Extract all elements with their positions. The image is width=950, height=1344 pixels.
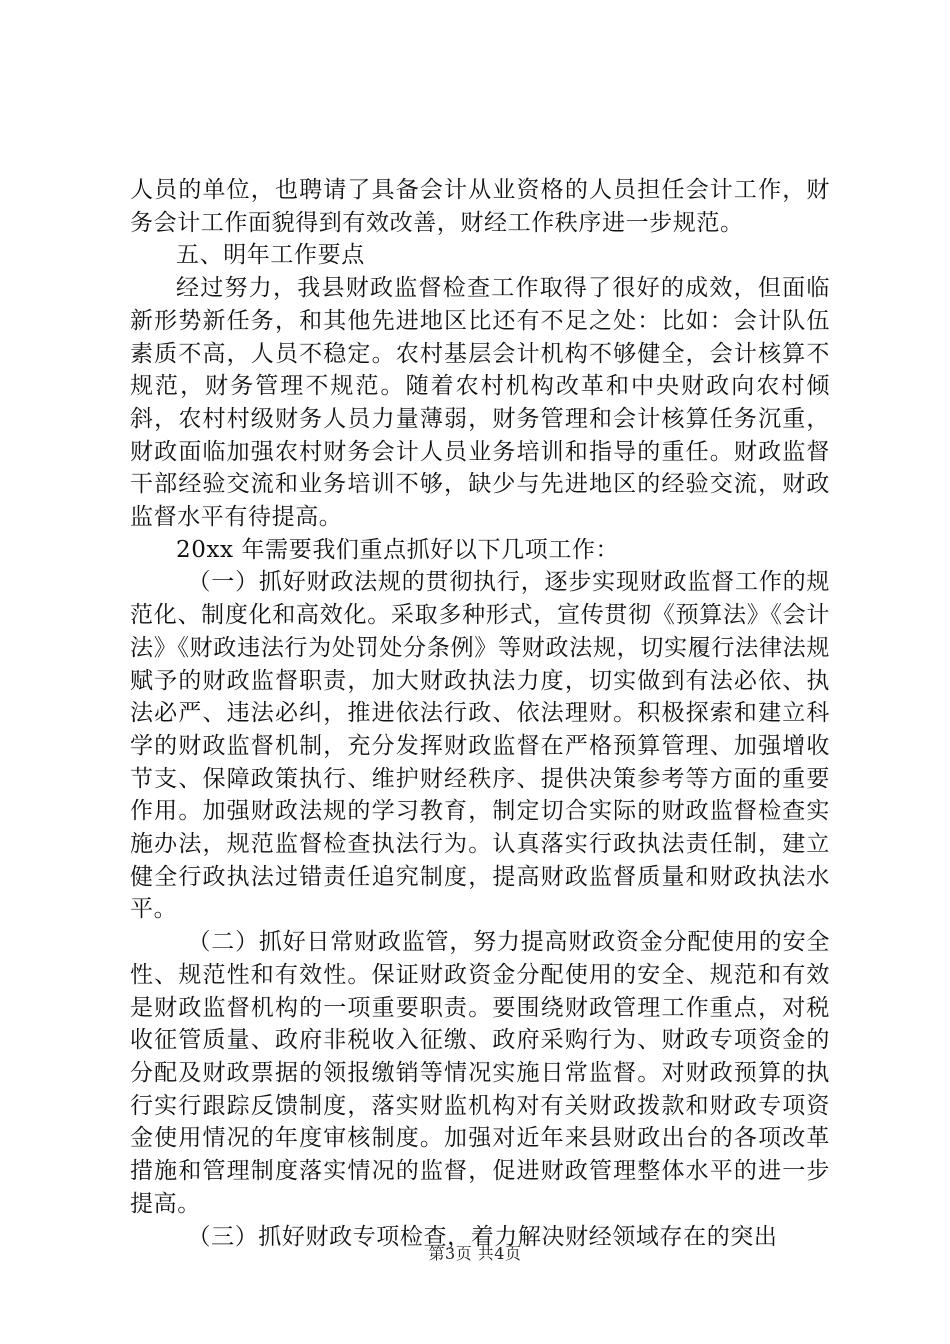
paragraph-item-1: （一）抓好财政法规的贯彻执行，逐步实现财政监督工作的规范化、制度化和高效化。采取多种形式，宣传贯彻《预算法》《会计法》《财政违法行为处罚处分条例》等财政法规，切实履行法律法规赋予的财政监督职责，加大财政执法力度，切实做到有法必依、执法必严、违法必纠，推进依法行政、依法理财。积极探索和建立科学的财政监督机制，充分发挥财政监督在严格预算管理、加强增收节支、保障政策执行、维护财经秩序、提供决策参考等方面的重要作用。加强财政法规的学习教育，制定切合实际的财政监督检查实施办法，规范监督检查执法行为。认真落实行政执法责任制，建立健全行政执法过错责任追究制度，提高财政监督质量和财政执法水平。 (130, 569, 830, 923)
section-heading: 五、明年工作要点 (176, 242, 365, 269)
paragraph-item-3: （三）抓好财政专项检查，着力解决财经领域存在的突出 (187, 1223, 778, 1250)
page-footer: 第3页 共4页 (428, 1244, 522, 1263)
paragraph-continuation: 人员的单位，也聘请了具备会计从业资格的人员担任会计工作，财务会计工作面貌得到有效改善，财经工作秩序进一步规范。 (130, 177, 830, 236)
paragraph-summary: 经过努力，我县财政监督检查工作取得了很好的成效，但面临新形势新任务，和其他先进地区比还有不足之处：比如：会计队伍素质不高，人员不稳定。农村基层会计机构不够健全，会计核算不规范，财务管理不规范。随着农村机构改革和中央财政向农村倾斜，农村村级财务人员力量薄弱，财务管理和会计核算任务沉重，财政面临加强农村财务会计人员业务培训和指导的重任。财政监督干部经验交流和业务培训不够，缺少与先进地区的经验交流，财政监督水平有待提高。 (130, 275, 830, 531)
paragraph-intro: 20xx 年需要我们重点抓好以下几项工作： (176, 536, 620, 563)
paragraph-item-2: （二）抓好日常财政监管，努力提高财政资金分配使用的安全性、规范性和有效性。保证财政资金分配使用的安全、规范和有效是财政监督机构的一项重要职责。要围绕财政管理工作重点，对税收征管质量、政府非税收入征缴、政府采购行为、财政专项资金的分配及财政票据的领报缴销等情况实施日常监督。对财政预算的执行实行跟踪反馈制度，落实财监机构对有关财政拨款和财政专项资金使用情况的年度审核制度。加强对近年来县财政出台的各项改革措施和管理制度落实情况的监督，促进财政管理整体水平的进一步提高。 (130, 929, 830, 1217)
document-body (130, 174, 830, 1253)
